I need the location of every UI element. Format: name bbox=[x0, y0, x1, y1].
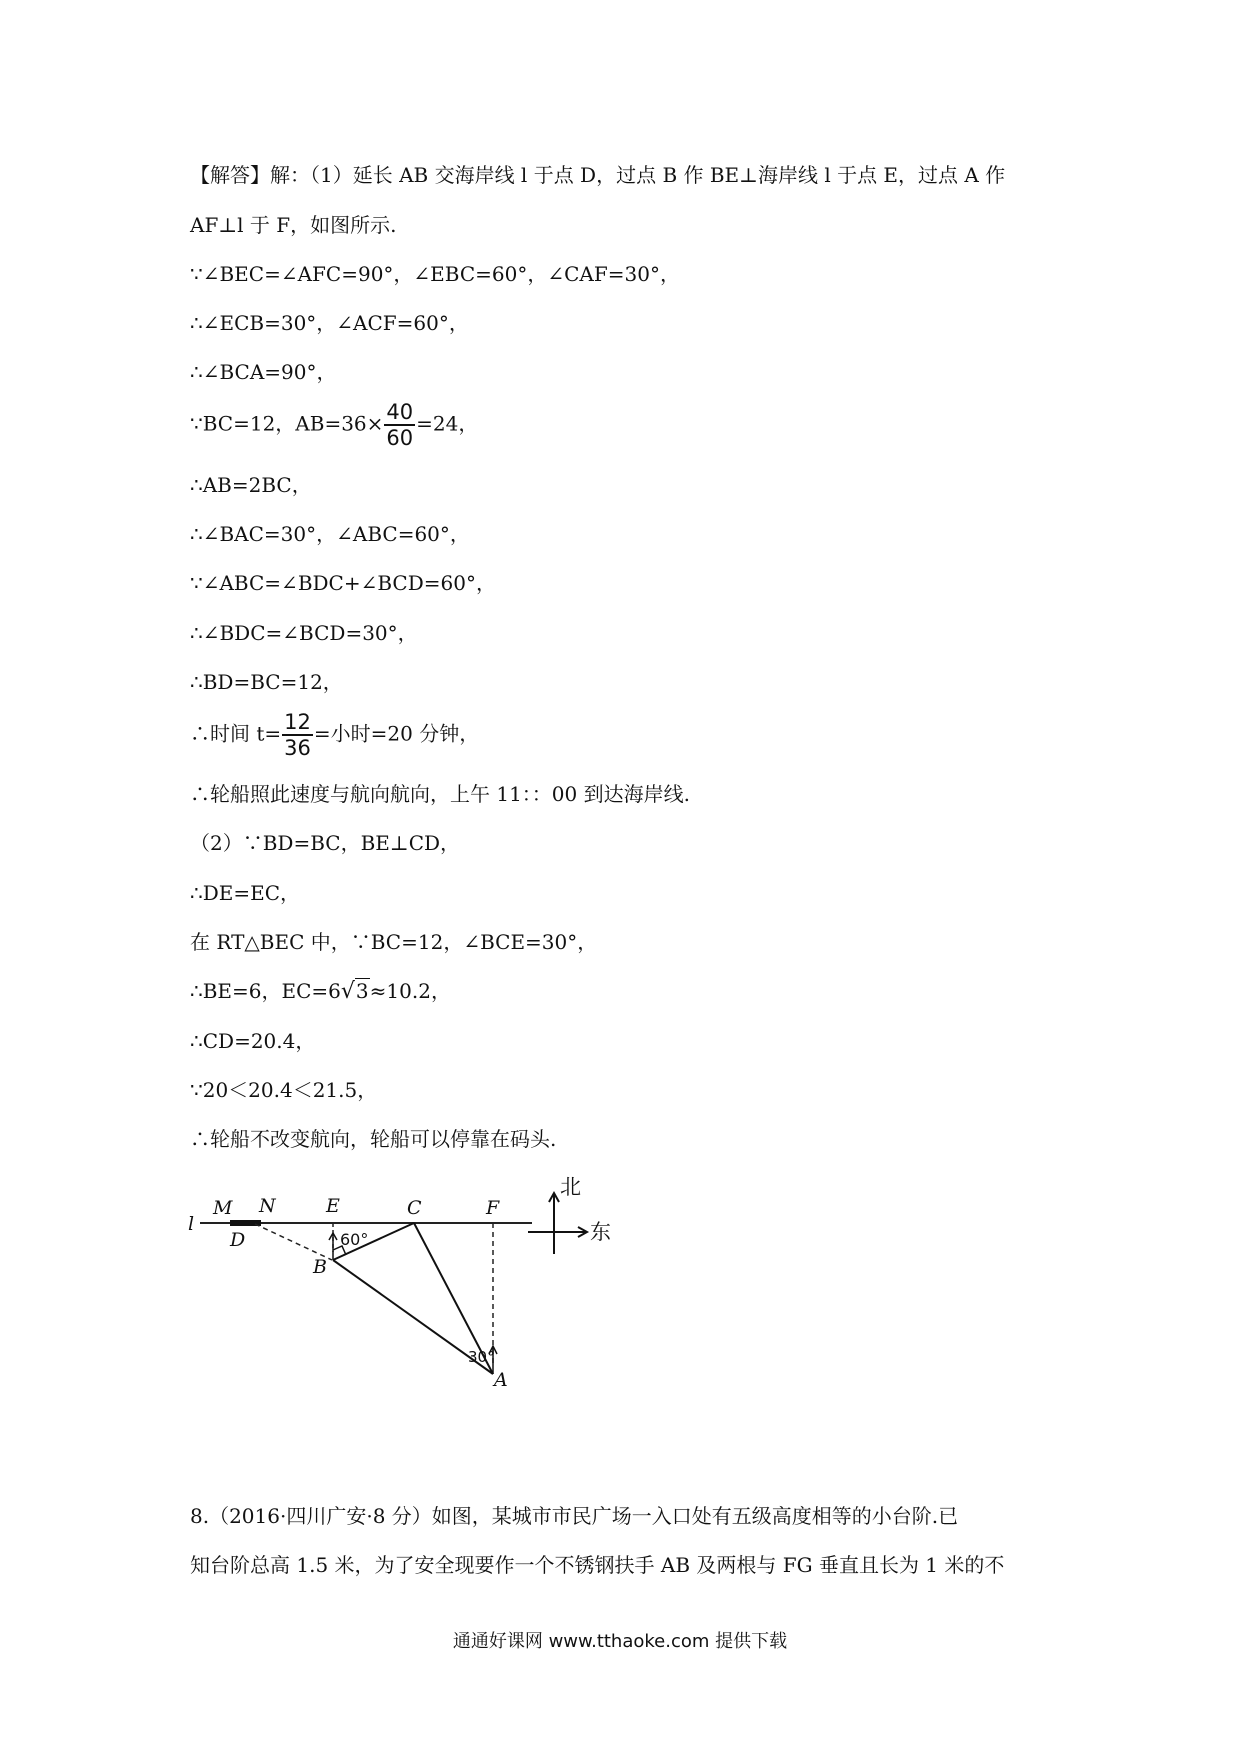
fraction-40-60: $\frac{40}{60}$ bbox=[386, 400, 414, 450]
solution-line-7: ∴AB=2BC， bbox=[190, 473, 312, 497]
fraction-12-36: $\frac{12}{36}$ bbox=[284, 710, 311, 760]
label-east: 东 bbox=[590, 1220, 611, 1244]
label-a: A bbox=[494, 1369, 508, 1390]
solution-line-12: ∴时间 t= $\frac{12}{36}$ =小时=20 分钟， bbox=[190, 710, 480, 760]
dashed-line-bd bbox=[255, 1224, 332, 1260]
solution-line-11: ∴BD=BC=12， bbox=[190, 670, 343, 694]
solution-line-3: ∵∠BEC=∠AFC=90°，∠EBC=60°，∠CAF=30°， bbox=[190, 262, 680, 286]
label-north: 北 bbox=[560, 1175, 581, 1199]
label-e: E bbox=[326, 1195, 340, 1217]
solution-line-6: ∵BC=12，AB=36× $\frac{40}{60}$ =24， bbox=[190, 400, 479, 450]
label-c: C bbox=[407, 1197, 422, 1219]
sqrt-sign: √ bbox=[340, 979, 355, 1004]
problem8-line-1: 8.（2016·四川广安·8 分）如图，某城市市民广场一入口处有五级高度相等的小台阶.已 bbox=[190, 1504, 959, 1528]
label-angle-30: 30° bbox=[468, 1348, 495, 1366]
solution-line-20: ∴轮船不改变航向，轮船可以停靠在码头. bbox=[190, 1127, 557, 1151]
solution-line-15: ∴DE=EC， bbox=[190, 881, 301, 905]
solution-line-16: 在 RT△BEC 中，∵BC=12，∠BCE=30°， bbox=[190, 930, 598, 954]
label-d: D bbox=[230, 1229, 246, 1251]
solution-line-8: ∴∠BAC=30°，∠ABC=60°， bbox=[190, 522, 470, 546]
label-angle-60: 60° bbox=[340, 1230, 369, 1249]
problem8-line-2: 知台阶总高 1.5 米，为了安全现要作一个不锈钢扶手 AB 及两根与 FG 垂直且长为 1 米的不 bbox=[190, 1553, 1005, 1577]
label-m: M bbox=[213, 1197, 233, 1219]
solution-line-9: ∵∠ABC=∠BDC+∠BCD=60°， bbox=[190, 571, 496, 595]
solution-line-17: ∴BE=6，EC=6√3≈10.2， bbox=[190, 979, 451, 1004]
solution-line-2: AF⊥l 于 F，如图所示. bbox=[190, 213, 397, 237]
label-n: N bbox=[259, 1195, 276, 1217]
page-footer: 通通好课网 www.tthaoke.com 提供下载 bbox=[452, 1631, 788, 1652]
label-l: l bbox=[188, 1213, 195, 1235]
solution-line-13: ∴轮船照此速度与航向航向，上午 11：：00 到达海岸线. bbox=[190, 782, 690, 806]
geometry-diagram bbox=[180, 1170, 650, 1390]
solution-line-4: ∴∠ECB=30°，∠ACF=60°， bbox=[190, 311, 469, 335]
solution-line-5: ∴∠BCA=90°， bbox=[190, 360, 337, 384]
label-b: B bbox=[313, 1256, 327, 1278]
solution-line-10: ∴∠BDC=∠BCD=30°， bbox=[190, 621, 418, 645]
label-f: F bbox=[486, 1197, 500, 1219]
solution-line-18: ∴CD=20.4， bbox=[190, 1029, 316, 1053]
solution-heading: 【解答】 bbox=[190, 163, 270, 187]
solution-line-1: 【解答】解：（1）延长 AB 交海岸线 l 于点 D，过点 B 作 BE⊥海岸线 l 于点 E，过点 A 作 bbox=[190, 163, 1006, 187]
solution-line-19: ∵20＜20.4＜21.5， bbox=[190, 1078, 378, 1102]
solution-line-14: （2）∵BD=BC，BE⊥CD， bbox=[190, 831, 461, 855]
